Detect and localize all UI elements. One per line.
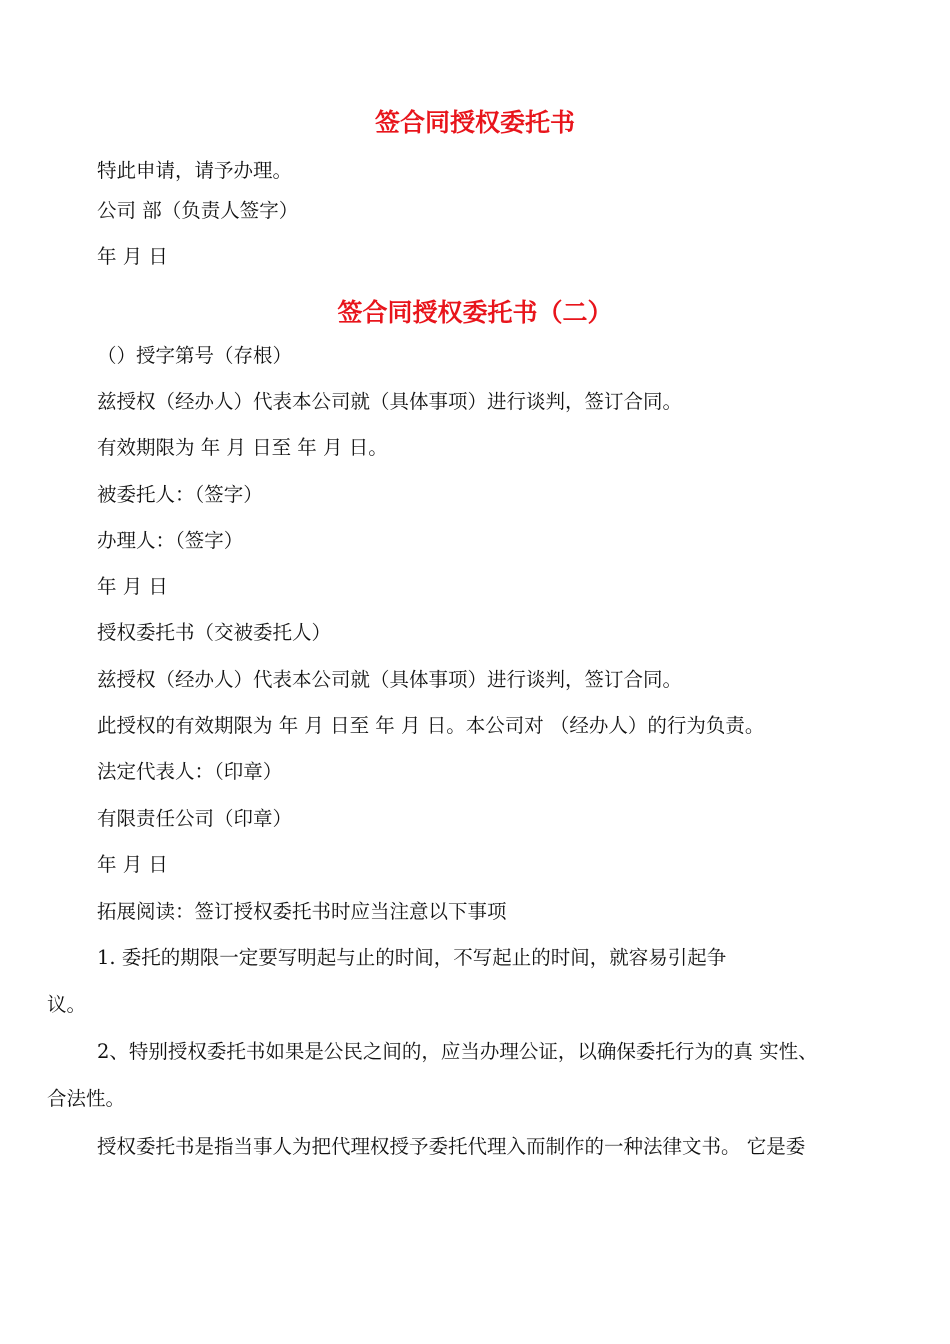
- paragraph-legal-representative: 法定代表人：（印章）: [97, 760, 283, 783]
- paragraph-note-2-continued: 合法性。: [47, 1087, 126, 1110]
- paragraph-agent-signature: 被委托人：（签字）: [97, 483, 263, 506]
- paragraph-note-1: 1. 委托的期限一定要写明起与止的时间，不写起止的时间，就容易引起争: [97, 946, 727, 969]
- paragraph-note-1-continued: 议。: [47, 993, 87, 1016]
- paragraph-application: 特此申请，请予办理。: [97, 159, 293, 182]
- paragraph-date-2: 年 月 日: [97, 575, 168, 598]
- paragraph-company-seal: 有限责任公司（印章）: [97, 807, 293, 830]
- paragraph-validity: 有效期限为 年 月 日至 年 月 日。: [97, 436, 388, 459]
- section-title-two: 签合同授权委托书（二）: [337, 298, 613, 327]
- paragraph-handler-signature: 办理人：（签字）: [97, 529, 244, 552]
- paragraph-note-2: 2、特别授权委托书如果是公民之间的，应当办理公证，以确保委托行为的真 实性、: [97, 1040, 818, 1063]
- paragraph-date: 年 月 日: [97, 245, 168, 268]
- paragraph-authorization: 兹授权（经办人）代表本公司就（具体事项）进行谈判，签订合同。: [97, 390, 683, 413]
- paragraph-authorization-2: 兹授权（经办人）代表本公司就（具体事项）进行谈判，签订合同。: [97, 668, 683, 691]
- document-title: 签合同授权委托书: [374, 108, 575, 137]
- paragraph-date-3: 年 月 日: [97, 853, 168, 876]
- paragraph-extended-reading: 拓展阅读：签订授权委托书时应当注意以下事项: [97, 900, 507, 923]
- paragraph-department-signature: 公司 部（负责人签字）: [97, 199, 299, 222]
- paragraph-proxy-copy: 授权委托书（交被委托人）: [97, 621, 332, 644]
- paragraph-validity-responsibility: 此授权的有效期限为 年 月 日至 年 月 日。本公司对 （经办人）的行为负责。: [97, 714, 765, 737]
- paragraph-stub-number: （）授字第号（存根）: [97, 344, 293, 367]
- paragraph-definition: 授权委托书是指当事人为把代理权授予委托代理入而制作的一种法律文书。 它是委: [97, 1135, 806, 1158]
